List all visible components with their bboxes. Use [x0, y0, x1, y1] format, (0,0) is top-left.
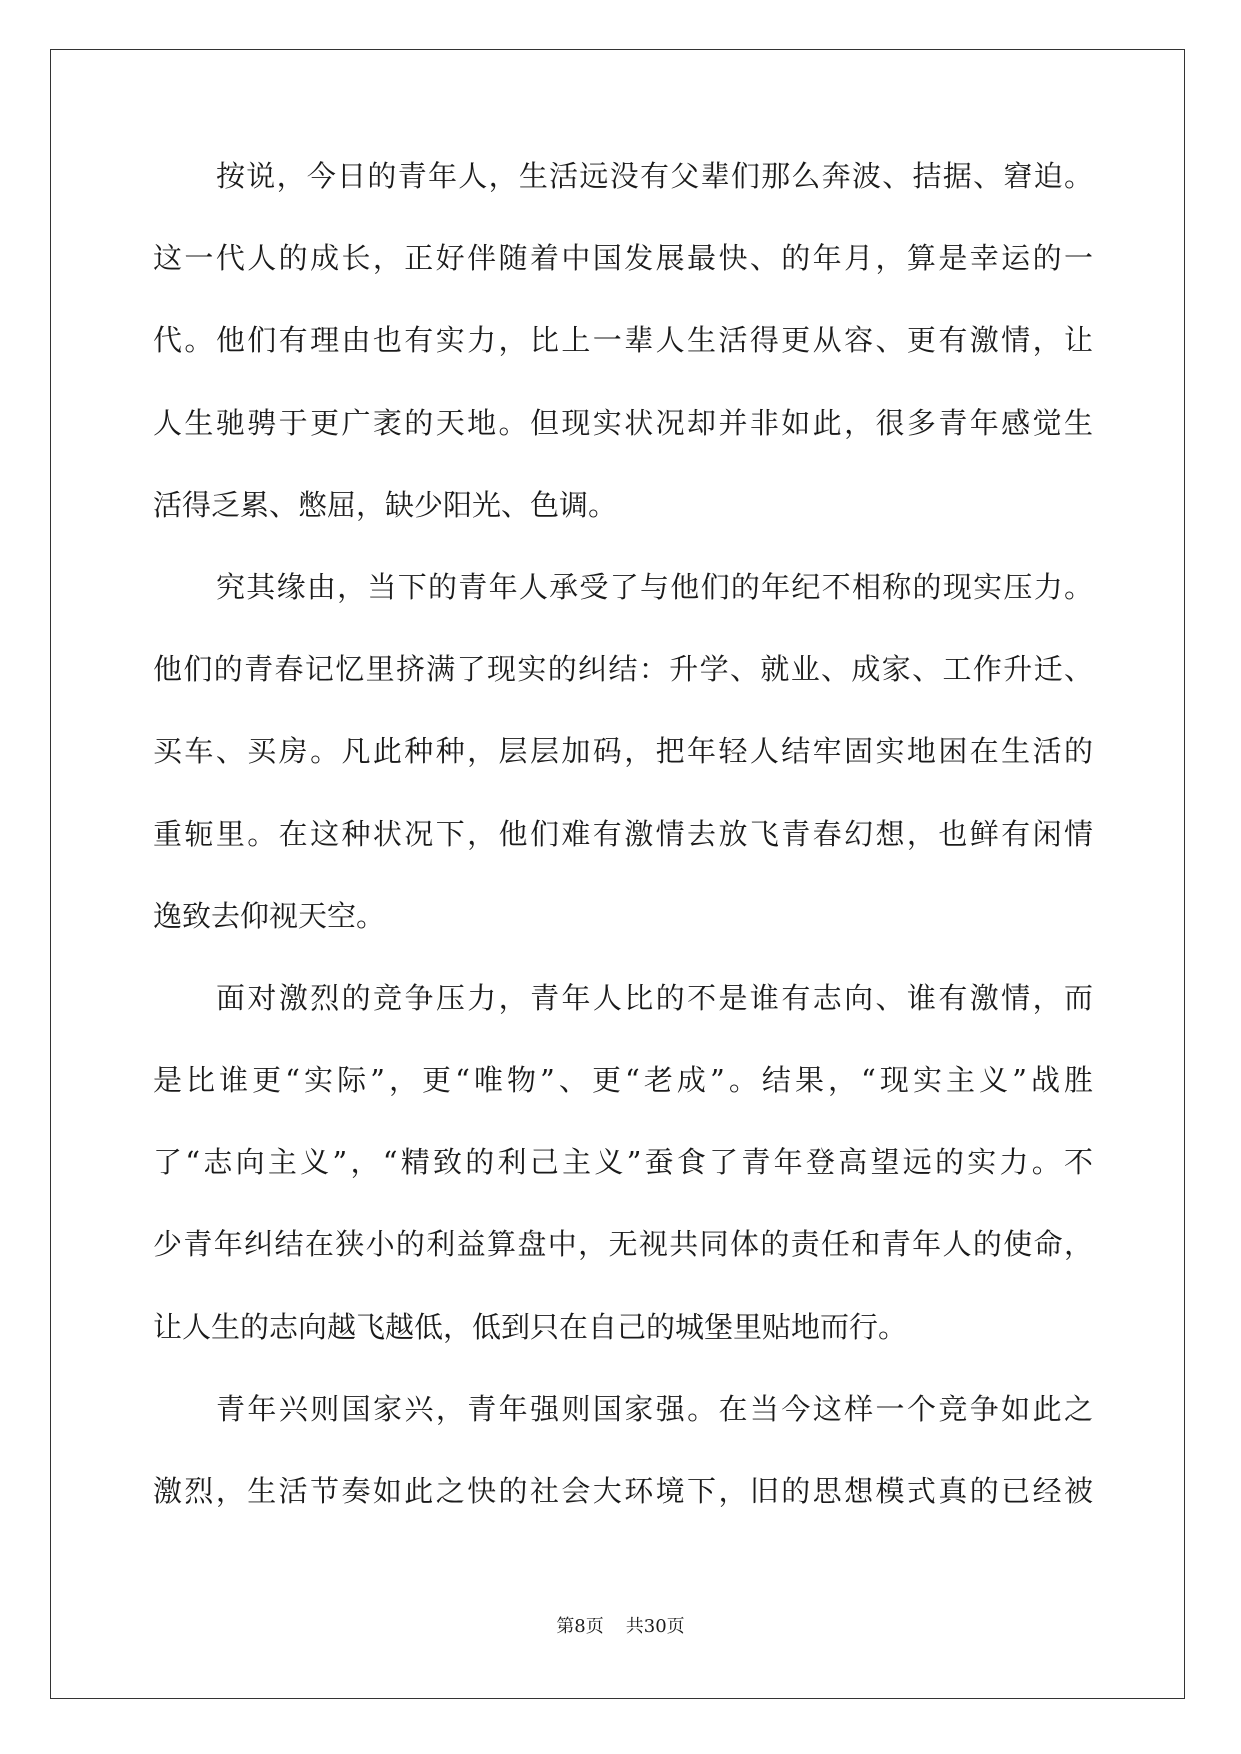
text-line: 代。他们有理由也有实力，比上一辈人生活得更从容、更有激情，让: [153, 324, 1093, 358]
text-line: 他们的青春记忆里挤满了现实的纠结：升学、就业、成家、工作升迁、: [153, 653, 1093, 687]
text-line: 这一代人的成长，正好伴随着中国发展最快、的年月，算是幸运的一: [153, 242, 1093, 276]
text-line: 逸致去仰视天空。: [153, 899, 386, 933]
text-line: 买车、买房。凡此种种，层层加码，把年轻人结牢固实地困在生活的: [153, 735, 1093, 769]
body-text: [153, 160, 1093, 1557]
text-line: 激烈，生活节奏如此之快的社会大环境下，旧的思想模式真的已经被: [153, 1475, 1093, 1508]
paragraph: [153, 982, 1093, 1393]
text-line: 青年兴则国家兴，青年强则国家强。在当今这样一个竞争如此之: [216, 1392, 1093, 1426]
text-line: 按说，今日的青年人，生活远没有父辈们那么奔波、拮据、窘迫。: [216, 160, 1093, 193]
text-line: 是比谁更“实际”，更“唯物”、更“老成”。结果，“现实主义”战胜: [153, 1064, 1093, 1098]
text-line: 了“志向主义”，“精致的利己主义”蚕食了青年登高望远的实力。不: [153, 1146, 1093, 1180]
paragraph: [153, 571, 1093, 982]
text-line: 让人生的志向越飞越低，低到只在自己的城堡里贴地而行。: [153, 1310, 908, 1344]
page-footer: [0, 1616, 1241, 1638]
page-total: 共30页: [625, 1616, 685, 1637]
text-line: 重轭里。在这种状况下，他们难有激情去放飞青春幻想，也鲜有闲情: [153, 817, 1093, 851]
text-line: 少青年纠结在狭小的利益算盘中，无视共同体的责任和青年人的使命，: [153, 1228, 1093, 1262]
text-line: 面对激烈的竞争压力，青年人比的不是谁有志向、谁有激情，而: [216, 981, 1093, 1015]
page-number: 第8页: [556, 1616, 604, 1637]
paragraph: [153, 160, 1093, 571]
paragraph: [153, 1393, 1093, 1557]
text-line: 活得乏累、憋屈，缺少阳光、色调。: [153, 488, 618, 522]
text-line: 究其缘由，当下的青年人承受了与他们的年纪不相称的现实压力。: [216, 570, 1093, 604]
text-line: 人生驰骋于更广袤的天地。但现实状况却并非如此，很多青年感觉生: [153, 406, 1093, 440]
